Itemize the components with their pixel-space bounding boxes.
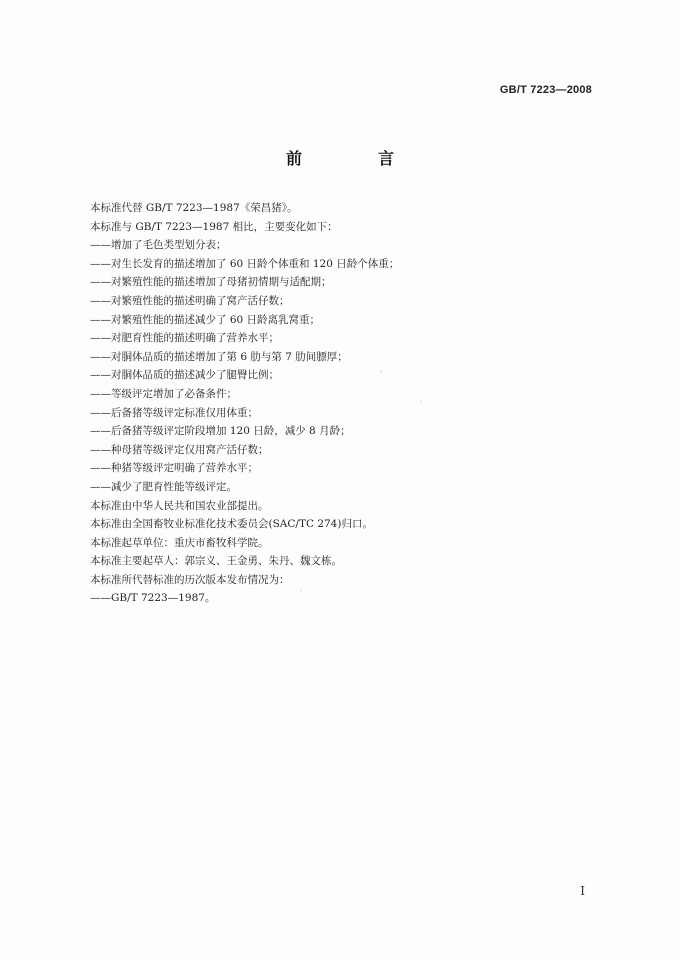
body-line: ——种猪等级评定明确了营养水平； [90,462,258,475]
body-line: 本标准所代替标准的历次版本发布情况为： [90,573,290,586]
body-line: ——对繁殖性能的描述明确了窝产活仔数； [90,294,290,307]
body-line: ——后备猪等级评定阶段增加 120 日龄，减少 8 月龄； [90,425,351,438]
body-line: ——减少了肥育性能等级评定。 [90,480,237,493]
page-number: I [580,884,585,898]
foreword-body [90,199,610,608]
body-line: ——对繁殖性能的描述减少了 60 日龄离乳窝重； [90,313,321,326]
body-line: ——对生长发育的描述增加了 60 日龄个体重和 120 日龄个体重； [90,257,400,270]
body-line: ——后备猪等级评定标准仅用体重； [90,406,258,419]
body-line: ——增加了毛色类型划分表； [90,239,227,252]
body-line: 本标准与 GB/T 7223—1987 相比，主要变化如下： [90,220,338,233]
body-line: 本标准由中华人民共和国农业部提出。 [90,499,269,512]
body-line: 本标准主要起草人：郭宗义、王金勇、朱丹、魏文栋。 [90,555,342,568]
body-line: ——对繁殖性能的描述增加了母猪初情期与适配期； [90,276,332,289]
body-line: ——对胴体品质的描述减少了腿臀比例； [90,369,279,382]
body-line: ——对肥育性能的描述明确了营养水平； [90,332,279,345]
body-line: ——对胴体品质的描述增加了第 6 肋与第 7 肋间膘厚； [90,350,348,363]
body-line: 本标准由全国畜牧业标准化技术委员会(SAC/TC 274)归口。 [90,518,373,531]
body-line: ——GB/T 7223—1987。 [90,592,216,605]
body-line: 本标准代替 GB/T 7223—1987《荣昌猪》。 [90,202,298,214]
standard-code: GB/T 7223—2008 [499,84,592,96]
page-title: 前 言 [285,149,424,168]
body-line: 本标准起草单位：重庆市畜牧科学院。 [90,536,269,549]
body-line: ——种母猪等级评定仅用窝产活仔数； [90,443,269,456]
body-line: ——等级评定增加了必备条件； [90,387,237,400]
